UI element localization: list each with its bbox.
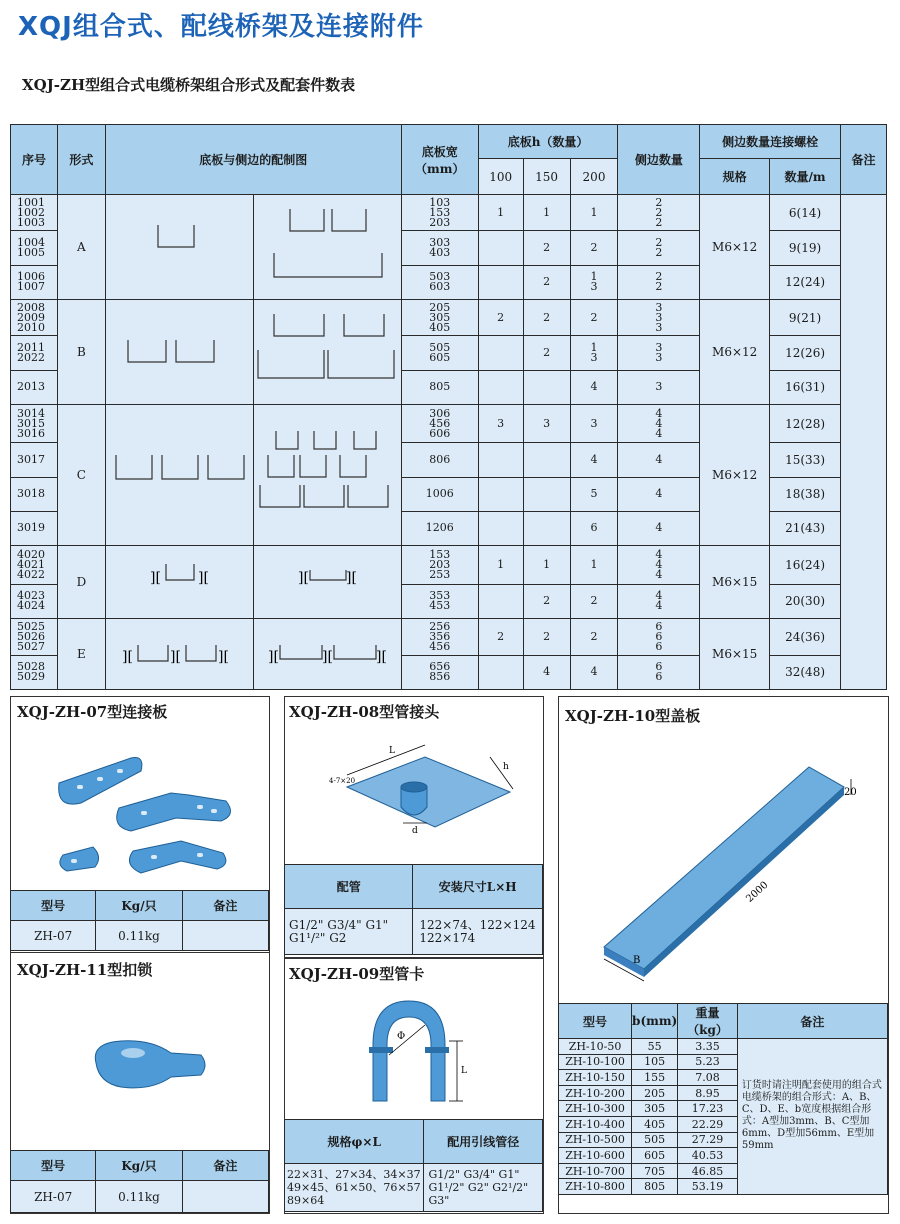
cell-h100 xyxy=(478,370,523,404)
cell-spec: M6×12 xyxy=(700,300,770,405)
cell-bolt-qty: 12(26) xyxy=(770,336,841,370)
cell-side-qty: 3 xyxy=(618,370,700,404)
pipe-clamp-illustration xyxy=(285,989,543,1119)
cell-h200: 4 xyxy=(570,370,618,404)
drawing-single xyxy=(105,619,253,690)
panel-zh08 xyxy=(284,696,544,958)
cell-width: 656 856 xyxy=(401,655,478,690)
cell-seq: 4023 4024 xyxy=(11,584,58,618)
cell-width: 153 203 253 xyxy=(401,546,478,585)
zh11-h-remark: 备注 xyxy=(182,1151,268,1181)
cell-h150: 2 xyxy=(523,584,570,618)
table-subtitle: XQJ-ZH型组合式电缆桥架组合形式及配套件数表 xyxy=(22,76,356,94)
header-seq: 序号 xyxy=(11,125,58,195)
zh11-h-model: 型号 xyxy=(11,1151,96,1181)
cell-side-qty: 4 4 xyxy=(618,584,700,618)
zh08-table xyxy=(284,864,543,955)
drawing-single xyxy=(105,405,253,546)
zh09-h-spec: 规格φ×L xyxy=(285,1120,424,1164)
drawing-single xyxy=(105,300,253,405)
zh07-remark xyxy=(182,921,268,951)
cell-h150 xyxy=(523,443,570,477)
cell-h150: 2 xyxy=(523,619,570,656)
cell-side-qty: 4 xyxy=(618,477,700,511)
panel-zh07 xyxy=(10,696,270,954)
cell-width: 103 153 203 xyxy=(401,195,478,231)
cell-width: 256 356 456 xyxy=(401,619,478,656)
cell-side-qty: 4 4 4 xyxy=(618,405,700,443)
cover-plate-illustration xyxy=(559,727,888,997)
header-h100: 100 xyxy=(478,159,523,195)
cell-spec: M6×15 xyxy=(700,546,770,619)
table-row xyxy=(11,546,887,585)
zh08-size: 122×74、122×124 122×174 xyxy=(413,909,543,955)
cell-seq: 3017 xyxy=(11,443,58,477)
cell-side-qty: 6 6 xyxy=(618,655,700,690)
cell-bolt-qty: 9(21) xyxy=(770,300,841,336)
cell-seq: 1006 1007 xyxy=(11,265,58,299)
label-20: 20 xyxy=(844,787,857,798)
panel-zh10-title: XQJ-ZH-10型盖板 xyxy=(565,707,701,725)
zh10-cell-m: ZH-10-700 xyxy=(559,1163,632,1179)
cell-seq: 2013 xyxy=(11,370,58,404)
cell-width: 1206 xyxy=(401,511,478,545)
cell-side-qty: 3 3 xyxy=(618,336,700,370)
zh10-cell-b: 505 xyxy=(632,1132,678,1148)
cell-bolt-qty: 12(28) xyxy=(770,405,841,443)
cell-h100: 2 xyxy=(478,619,523,656)
zh07-table xyxy=(10,890,269,951)
header-remark: 备注 xyxy=(841,125,887,195)
cell-h150 xyxy=(523,477,570,511)
cell-h150: 3 xyxy=(523,405,570,443)
cell-bolt-qty: 16(24) xyxy=(770,546,841,585)
panel-zh07-title: XQJ-ZH-07型连接板 xyxy=(17,703,168,721)
svg-text:][: ][ xyxy=(217,649,229,665)
cell-h150: 2 xyxy=(523,265,570,299)
cell-width: 205 305 405 xyxy=(401,300,478,336)
cell-h150: 2 xyxy=(523,300,570,336)
panel-zh09 xyxy=(284,958,544,1214)
table-row xyxy=(11,300,887,336)
zh10-cell-w: 46.85 xyxy=(678,1163,738,1179)
cell-width: 805 xyxy=(401,370,478,404)
svg-text:][: ][ xyxy=(375,649,387,665)
zh09-h-pipe: 配用引线管径 xyxy=(424,1120,543,1164)
zh11-kg: 0.11kg xyxy=(96,1181,182,1213)
zh10-remark: 订货时请注明配套使用的组合式电缆桥架的组合形式：A、B、C、D、E、b宽度根据组合形式：A型加3mm、B、C型加6mm、D型加56mm、E型加59mm xyxy=(737,1039,887,1195)
cell-bolt-qty: 12(24) xyxy=(770,265,841,299)
label-hole: 4-7×20 xyxy=(329,777,356,785)
label-d: d xyxy=(412,826,418,836)
cell-side-qty: 2 2 xyxy=(618,265,700,299)
zh10-cell-b: 105 xyxy=(632,1054,678,1070)
cell-h100 xyxy=(478,477,523,511)
cell-h200: 3 xyxy=(570,405,618,443)
drawing-combination xyxy=(253,546,401,619)
cell-bolt-qty: 32(48) xyxy=(770,655,841,690)
cell-bolt-qty: 18(38) xyxy=(770,477,841,511)
cell-h150: 1 xyxy=(523,195,570,231)
zh10-cell-b: 405 xyxy=(632,1116,678,1132)
cell-width: 303 403 xyxy=(401,231,478,265)
cell-bolt-qty: 9(19) xyxy=(770,231,841,265)
zh10-cell-b: 705 xyxy=(632,1163,678,1179)
cell-h100: 1 xyxy=(478,195,523,231)
zh10-cell-b: 305 xyxy=(632,1101,678,1117)
zh10-h-remark: 备注 xyxy=(737,1004,887,1039)
zh10-row xyxy=(559,1039,888,1055)
zh10-cell-w: 5.23 xyxy=(678,1054,738,1070)
cell-h150: 4 xyxy=(523,655,570,690)
cell-side-qty: 6 6 6 xyxy=(618,619,700,656)
zh10-cell-m: ZH-10-400 xyxy=(559,1116,632,1132)
connector-plate-illustration xyxy=(11,723,269,913)
panel-zh09-title: XQJ-ZH-09型管卡 xyxy=(289,965,425,983)
zh07-h-kg: Kg/只 xyxy=(96,891,182,921)
zh09-pipe: G1/2" G3/4" G1" G1¹/2" G2" G2¹/2" G3" xyxy=(424,1164,543,1212)
zh10-cell-m: ZH-10-300 xyxy=(559,1101,632,1117)
cell-side-qty: 4 xyxy=(618,511,700,545)
zh10-cell-b: 155 xyxy=(632,1070,678,1086)
cell-h200: 1 xyxy=(570,195,618,231)
combination-table xyxy=(10,124,887,690)
cell-width: 505 605 xyxy=(401,336,478,370)
table-row xyxy=(11,195,887,231)
cell-seq: 3014 3015 3016 xyxy=(11,405,58,443)
zh10-h-weight: 重量（kg） xyxy=(678,1004,738,1039)
cell-h100: 1 xyxy=(478,546,523,585)
cell-h100: 3 xyxy=(478,405,523,443)
zh10-cell-w: 40.53 xyxy=(678,1148,738,1164)
cell-side-qty: 3 3 3 xyxy=(618,300,700,336)
cell-remark xyxy=(841,195,887,690)
cell-h200: 2 xyxy=(570,300,618,336)
cell-h100 xyxy=(478,655,523,690)
zh11-model: ZH-07 xyxy=(11,1181,96,1213)
cell-bolt-qty: 15(33) xyxy=(770,443,841,477)
cell-side-qty: 2 2 2 xyxy=(618,195,700,231)
svg-text:][: ][ xyxy=(345,570,357,586)
cell-form: E xyxy=(57,619,105,690)
cell-h200: 6 xyxy=(570,511,618,545)
cell-h100 xyxy=(478,511,523,545)
cell-seq: 4020 4021 4022 xyxy=(11,546,58,585)
header-bottom-h: 底板h（数量） xyxy=(478,125,618,159)
cell-width: 306 456 606 xyxy=(401,405,478,443)
panel-zh11 xyxy=(10,952,270,1214)
zh11-table xyxy=(10,1150,269,1213)
cell-side-qty: 4 xyxy=(618,443,700,477)
cell-bolt-qty: 16(31) xyxy=(770,370,841,404)
svg-text:][: ][ xyxy=(169,649,181,665)
cell-seq: 5028 5029 xyxy=(11,655,58,690)
zh10-cell-m: ZH-10-600 xyxy=(559,1148,632,1164)
cell-h200: 1 3 xyxy=(570,336,618,370)
cell-h150 xyxy=(523,370,570,404)
header-spec: 规格 xyxy=(700,159,770,195)
header-form: 形式 xyxy=(57,125,105,195)
cell-width: 503 603 xyxy=(401,265,478,299)
panel-zh10 xyxy=(558,696,889,1214)
zh10-cell-w: 22.29 xyxy=(678,1116,738,1132)
cell-h150: 2 xyxy=(523,336,570,370)
zh10-cell-b: 205 xyxy=(632,1085,678,1101)
label-B: B xyxy=(633,955,641,966)
cell-spec: M6×12 xyxy=(700,195,770,300)
zh10-cell-b: 805 xyxy=(632,1179,678,1195)
zh10-cell-m: ZH-10-150 xyxy=(559,1070,632,1086)
cell-width: 806 xyxy=(401,443,478,477)
header-side-qty: 侧边数量 xyxy=(618,125,700,195)
drawing-combination xyxy=(253,300,401,405)
svg-text:][: ][ xyxy=(121,649,133,665)
zh10-cell-m: ZH-10-500 xyxy=(559,1132,632,1148)
label-clamp-L: L xyxy=(461,1066,467,1076)
label-2000: 2000 xyxy=(744,879,771,905)
drawing-combination xyxy=(253,195,401,300)
zh10-h-b: b(mm) xyxy=(632,1004,678,1039)
cell-bolt-qty: 21(43) xyxy=(770,511,841,545)
cell-h100 xyxy=(478,443,523,477)
cell-seq: 3018 xyxy=(11,477,58,511)
zh10-cell-m: ZH-10-50 xyxy=(559,1039,632,1055)
cell-bolt-qty: 24(36) xyxy=(770,619,841,656)
zh10-cell-m: ZH-10-200 xyxy=(559,1085,632,1101)
drawing-combination xyxy=(253,405,401,546)
cell-seq: 3019 xyxy=(11,511,58,545)
cell-h200: 1 3 xyxy=(570,265,618,299)
zh10-cell-w: 27.29 xyxy=(678,1132,738,1148)
header-qty: 数量/m xyxy=(770,159,841,195)
svg-text:][: ][ xyxy=(321,649,333,665)
panel-zh11-title: XQJ-ZH-11型扣锁 xyxy=(17,961,153,979)
cell-bolt-qty: 20(30) xyxy=(770,584,841,618)
cell-h100: 2 xyxy=(478,300,523,336)
zh10-cell-w: 53.19 xyxy=(678,1179,738,1195)
zh08-h-size: 安装尺寸L×H xyxy=(413,865,543,909)
cell-h200: 2 xyxy=(570,584,618,618)
zh07-model: ZH-07 xyxy=(11,921,96,951)
table-row xyxy=(11,405,887,443)
header-drawing: 底板与侧边的配制图 xyxy=(105,125,401,195)
zh07-kg: 0.11kg xyxy=(96,921,182,951)
cell-form: B xyxy=(57,300,105,405)
cell-seq: 5025 5026 5027 xyxy=(11,619,58,656)
cell-side-qty: 4 4 4 xyxy=(618,546,700,585)
svg-text:][: ][ xyxy=(197,570,209,586)
header-bolt: 侧边数量连接螺栓 xyxy=(700,125,841,159)
zh10-cell-m: ZH-10-800 xyxy=(559,1179,632,1195)
cell-h100 xyxy=(478,336,523,370)
zh10-cell-w: 17.23 xyxy=(678,1101,738,1117)
zh08-pipe: G1/2" G3/4" G1" G1¹/²" G2 xyxy=(285,909,413,955)
zh10-table xyxy=(558,1003,888,1195)
label-L: L xyxy=(389,746,395,756)
header-h200: 200 xyxy=(570,159,618,195)
panel-zh08-title: XQJ-ZH-08型管接头 xyxy=(289,703,440,721)
lock-clip-illustration xyxy=(11,983,269,1143)
cell-h100 xyxy=(478,584,523,618)
zh11-h-kg: Kg/只 xyxy=(96,1151,182,1181)
zh10-cell-w: 3.35 xyxy=(678,1039,738,1055)
cell-h200: 4 xyxy=(570,443,618,477)
zh09-spec: 22×31、27×34、34×37 49×45、61×50、76×57 89×64 xyxy=(285,1164,424,1212)
cell-spec: M6×15 xyxy=(700,619,770,690)
cell-h150: 1 xyxy=(523,546,570,585)
zh08-h-pipe: 配管 xyxy=(285,865,413,909)
label-phi: Φ xyxy=(397,1031,406,1042)
table-row xyxy=(11,619,887,656)
zh07-h-model: 型号 xyxy=(11,891,96,921)
drawing-combination xyxy=(253,619,401,690)
zh09-table xyxy=(284,1119,543,1212)
cell-width: 1006 xyxy=(401,477,478,511)
cell-h200: 2 xyxy=(570,619,618,656)
zh07-h-remark: 备注 xyxy=(182,891,268,921)
label-h: h xyxy=(503,762,509,772)
drawing-single xyxy=(105,546,253,619)
cell-h100 xyxy=(478,231,523,265)
cell-h200: 5 xyxy=(570,477,618,511)
cell-h100 xyxy=(478,265,523,299)
svg-text:][: ][ xyxy=(297,570,309,586)
cell-form: C xyxy=(57,405,105,546)
cell-form: D xyxy=(57,546,105,619)
cell-side-qty: 2 2 xyxy=(618,231,700,265)
cell-h200: 1 xyxy=(570,546,618,585)
cell-h150: 2 xyxy=(523,231,570,265)
cell-form: A xyxy=(57,195,105,300)
header-h150: 150 xyxy=(523,159,570,195)
zh10-cell-b: 55 xyxy=(632,1039,678,1055)
cell-seq: 1004 1005 xyxy=(11,231,58,265)
zh10-h-model: 型号 xyxy=(559,1004,632,1039)
cell-h200: 4 xyxy=(570,655,618,690)
zh10-cell-w: 8.95 xyxy=(678,1085,738,1101)
page-title: XQJ组合式、配线桥架及连接附件 xyxy=(18,12,424,42)
cell-h200: 2 xyxy=(570,231,618,265)
cell-seq: 2008 2009 2010 xyxy=(11,300,58,336)
cell-h150 xyxy=(523,511,570,545)
cell-seq: 1001 1002 1003 xyxy=(11,195,58,231)
cell-spec: M6×12 xyxy=(700,405,770,546)
zh10-cell-m: ZH-10-100 xyxy=(559,1054,632,1070)
zh10-cell-b: 605 xyxy=(632,1148,678,1164)
svg-text:][: ][ xyxy=(267,649,279,665)
cell-width: 353 453 xyxy=(401,584,478,618)
cell-seq: 2011 2022 xyxy=(11,336,58,370)
drawing-single xyxy=(105,195,253,300)
header-width: 底板宽（mm） xyxy=(401,125,478,195)
svg-text:][: ][ xyxy=(149,570,161,586)
pipe-joint-illustration xyxy=(285,727,543,857)
zh10-cell-w: 7.08 xyxy=(678,1070,738,1086)
zh11-remark xyxy=(182,1181,268,1213)
cell-bolt-qty: 6(14) xyxy=(770,195,841,231)
